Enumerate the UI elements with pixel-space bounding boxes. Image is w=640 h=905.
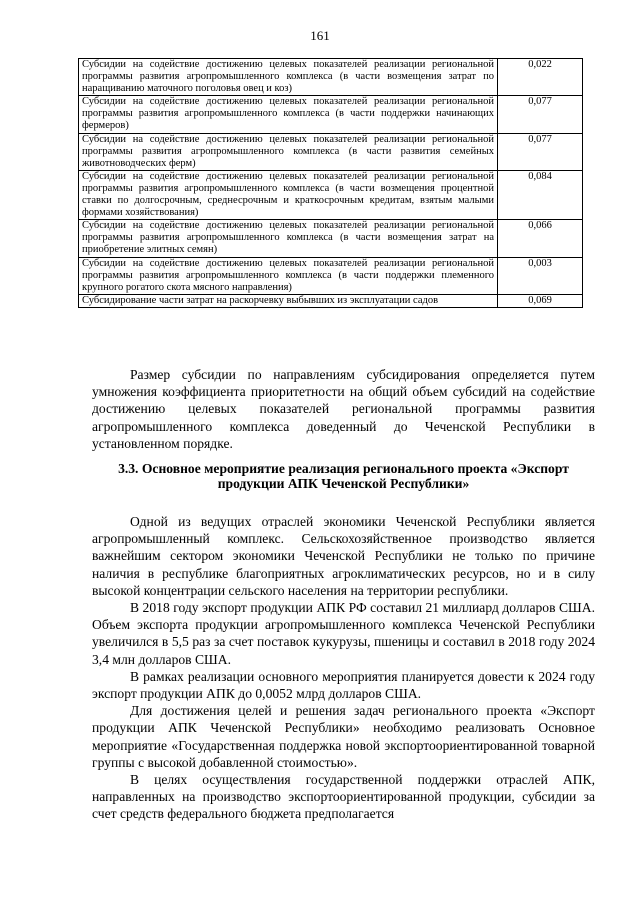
section-heading: 3.3. Основное мероприятие реализация регионального проекта «Экспорт продукции АПК Чеченской Республики»	[118, 461, 569, 491]
row-description: Субсидии на содействие достижению целевых показателей реализации региональной программы развития агропромышленного комплекса (в части возмещения затрат на приобретение элитных семян)	[79, 220, 498, 257]
row-description: Субсидии на содействие достижению целевых показателей реализации региональной программы развития агропромышленного комплекса (в части развития семейных животноводческих ферм)	[79, 133, 498, 170]
row-value: 0,066	[498, 220, 583, 257]
export-section-body	[92, 513, 595, 823]
body-paragraph: Одной из ведущих отраслей экономики Чеченской Республики является агропромышленный комплекс. Сельскохозяйственное производство является важнейшим сектором экономики Чеченской Республики не только по причине наличия в республике благоприятных агроклиматических ресурсов, но и в силу высокой концентрации сельского населения на территории республики.	[92, 514, 595, 598]
row-value: 0,069	[498, 294, 583, 307]
row-description: Субсидии на содействие достижению целевых показателей реализации региональной программы развития агропромышленного комплекса (в части поддержки начинающих фермеров)	[79, 96, 498, 133]
subsidies-table	[78, 58, 583, 308]
body-paragraph: В 2018 году экспорт продукции АПК РФ составил 21 миллиард долларов США. Объем экспорта продукции агропромышленного комплекса Чеченской Республики увеличился в 5,5 раз за счет поставок кукурузы, пшеницы и составил в 2018 году 2024 3,4 млн долларов США.	[92, 600, 595, 667]
table-row	[79, 59, 583, 96]
body-paragraph: Размер субсидии по направлениям субсидирования определяется путем умножения коэффициента приоритетности на общий объем субсидий на содействие достижению целевых показателей региональной программы развития агропромышленного комплекса доведенный до Чеченской Республики в установленном порядке.	[92, 367, 595, 451]
row-description: Субсидирование части затрат на раскорчевку выбывших из эксплуатации садов	[79, 294, 498, 307]
subsidy-size-section	[92, 366, 595, 452]
row-description: Субсидии на содействие достижению целевых показателей реализации региональной программы развития агропромышленного комплекса (в части поддержки племенного крупного рогатого скота мясного направления)	[79, 257, 498, 294]
body-paragraph: В целях осуществления государственной поддержки отраслей АПК, направленных на производство экспортоориентированной продукции, субсидии за счет средств федерального бюджета предполагается	[92, 772, 595, 822]
table-row	[79, 294, 583, 307]
table-row	[79, 170, 583, 219]
table-row	[79, 257, 583, 294]
table-row	[79, 220, 583, 257]
row-value: 0,077	[498, 133, 583, 170]
row-value: 0,077	[498, 96, 583, 133]
table-row	[79, 96, 583, 133]
row-description: Субсидии на содействие достижению целевых показателей реализации региональной программы развития агропромышленного комплекса (в части возмещения процентной ставки по долгосрочным, среднесрочным и краткосрочным кредитам, взятым малыми формами хозяйствования)	[79, 170, 498, 219]
page-number: 161	[310, 28, 330, 43]
body-paragraph: Для достижения целей и решения задач регионального проекта «Экспорт продукции АПК Чеченской Республики» необходимо реализовать Основное мероприятие «Государственная поддержка новой экспортоориентированной товарной группы с высокой добавленной стоимостью».	[92, 703, 595, 770]
table-row	[79, 133, 583, 170]
row-description: Субсидии на содействие достижению целевых показателей реализации региональной программы развития агропромышленного комплекса (в части возмещения затрат по наращиванию маточного поголовья овец и коз)	[79, 59, 498, 96]
row-value: 0,022	[498, 59, 583, 96]
row-value: 0,003	[498, 257, 583, 294]
body-paragraph: В рамках реализации основного мероприятия планируется довести к 2024 году экспорт продукции АПК до 0,0052 млрд долларов США.	[92, 668, 595, 702]
row-value: 0,084	[498, 170, 583, 219]
